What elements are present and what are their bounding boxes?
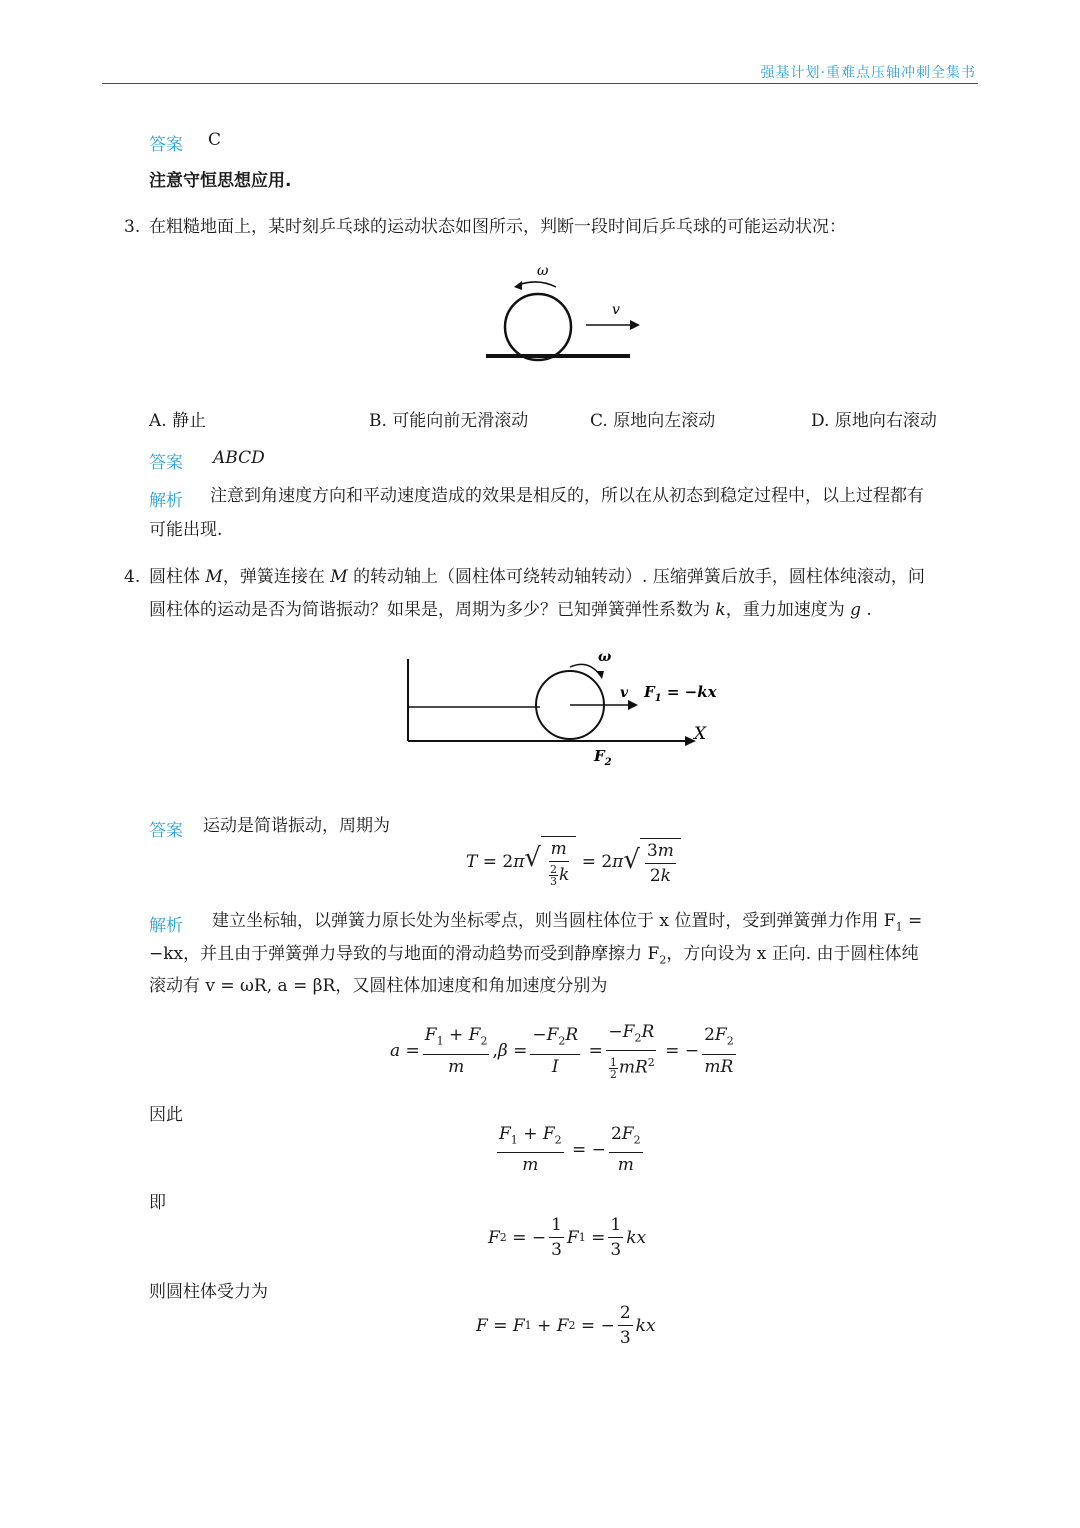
q4-line1-b: ，弹簧连接在 — [222, 567, 325, 587]
q3-number: 3. — [124, 217, 141, 237]
q3-analysis-line2: 可能出现. — [149, 520, 223, 540]
header-title: 强基计划·重难点压轴冲刺全集书 — [760, 65, 976, 81]
q4-line2-a: 圆柱体的运动是否为简谐振动？如果是，周期为多少？已知弹簧弹性系数为 — [149, 600, 710, 620]
v-arrowhead — [630, 320, 640, 330]
x-axis-label: X — [694, 724, 707, 744]
force-balance-equation: $\frac{F_1 + F_2}{m}$ = − $\frac{2F_2}{m}$ — [499, 1124, 641, 1176]
accel-equation: a = $\frac{F_1 + F_2}{m}$ , β = $\frac{-F_2R}{I}$ = $-F_2R$ $\frac{1}{2}$ $mR^2$ = − $\frac{2F_2}{mR}$ — [390, 1022, 734, 1082]
q4-number: 4. — [124, 567, 141, 587]
q3-text: 在粗糙地面上，某时刻乒乓球的运动状态如图所示，判断一段时间后乒乓球的可能运动状况： — [149, 217, 846, 237]
velocity-arrowhead — [628, 700, 638, 710]
answer-value: C — [208, 130, 222, 150]
q4-mass-symbol-2: M — [330, 567, 348, 587]
q3-analysis-label: 解析 — [149, 491, 183, 511]
q4-line2 — [149, 594, 872, 627]
f1-label: $F_1 = -kx$ — [644, 683, 717, 704]
period-formula: T = 2 π √ m $\frac{2}{3}$ k = 2 π √ $\frac{3m}{2k}$ — [466, 836, 681, 887]
q4-line1-c: 的转动轴上（圆柱体可绕转动轴转动）. 压缩弹簧后放手，圆柱体纯滚动，问 — [353, 567, 925, 587]
q4-answer-label: 答案 — [149, 821, 183, 841]
omega-arrowhead — [514, 281, 522, 290]
option-d: D. 原地向右滚动 — [811, 411, 937, 431]
v-label: v — [612, 302, 620, 318]
omega-label: ω — [598, 649, 612, 665]
q3-figure — [480, 258, 650, 368]
q4-line2-c: . — [866, 600, 872, 620]
q3-answer-label: 答案 — [149, 453, 183, 473]
ie-text: 即 — [149, 1193, 166, 1213]
omega-arrowhead — [596, 671, 604, 679]
q4-line1 — [149, 561, 925, 594]
q4-analysis-line3: 滚动有 v = ωR, a = βR，又圆柱体加速度和角加速度分别为 — [149, 976, 608, 996]
option-c: C. 原地向左滚动 — [590, 411, 716, 431]
q4-analysis-label: 解析 — [149, 916, 183, 936]
q4-analysis-line2: −kx，并且由于弹簧弹力导致的与地面的滑动趋势而受到静摩擦力 $F_2$，方向设为 x 正向. 由于圆柱体纯 — [149, 944, 919, 967]
force-text: 则圆柱体受力为 — [149, 1282, 268, 1302]
q3-answer-value: ABCD — [213, 448, 265, 468]
answer-label: 答案 — [149, 135, 183, 155]
note-text: 注意守恒思想应用. — [149, 171, 292, 191]
q4-k-symbol: k — [715, 600, 726, 620]
q4-g-symbol: g — [850, 600, 862, 620]
q4-line1-a: 圆柱体 — [149, 567, 200, 587]
q4-line2-b: ，重力加速度为 — [725, 600, 845, 620]
q4-mass-symbol: M — [205, 567, 223, 587]
header-rule — [102, 83, 978, 84]
omega-arc — [518, 282, 556, 287]
therefore-text: 因此 — [149, 1105, 183, 1125]
ball — [505, 294, 571, 360]
q3-analysis-line1: 注意到角速度方向和平动速度造成的效果是相反的，所以在从初态到稳定过程中，以上过程都有 — [210, 486, 924, 506]
v-label: v — [620, 685, 629, 701]
f2-equation: F 2 = − $\frac{1}{3}$ F 1 = $\frac{1}{3}$ kx — [488, 1215, 647, 1260]
option-a: A. 静止 — [149, 411, 207, 431]
net-force-equation: F = F 1 + F 2 = − $\frac{2}{3}$ kx — [476, 1303, 656, 1348]
omega-label: ω — [537, 263, 549, 279]
q4-analysis-line1: 建立坐标轴，以弹簧力原长处为坐标零点，则当圆柱体位于 x 位置时，受到弹簧弹力作用 $F_1$ = — [212, 911, 923, 934]
q4-figure — [400, 645, 720, 775]
q4-answer-text: 运动是简谐振动，周期为 — [203, 816, 390, 836]
option-b: B. 可能向前无滑滚动 — [369, 411, 529, 431]
f2-label: $F_2$ — [594, 747, 612, 768]
